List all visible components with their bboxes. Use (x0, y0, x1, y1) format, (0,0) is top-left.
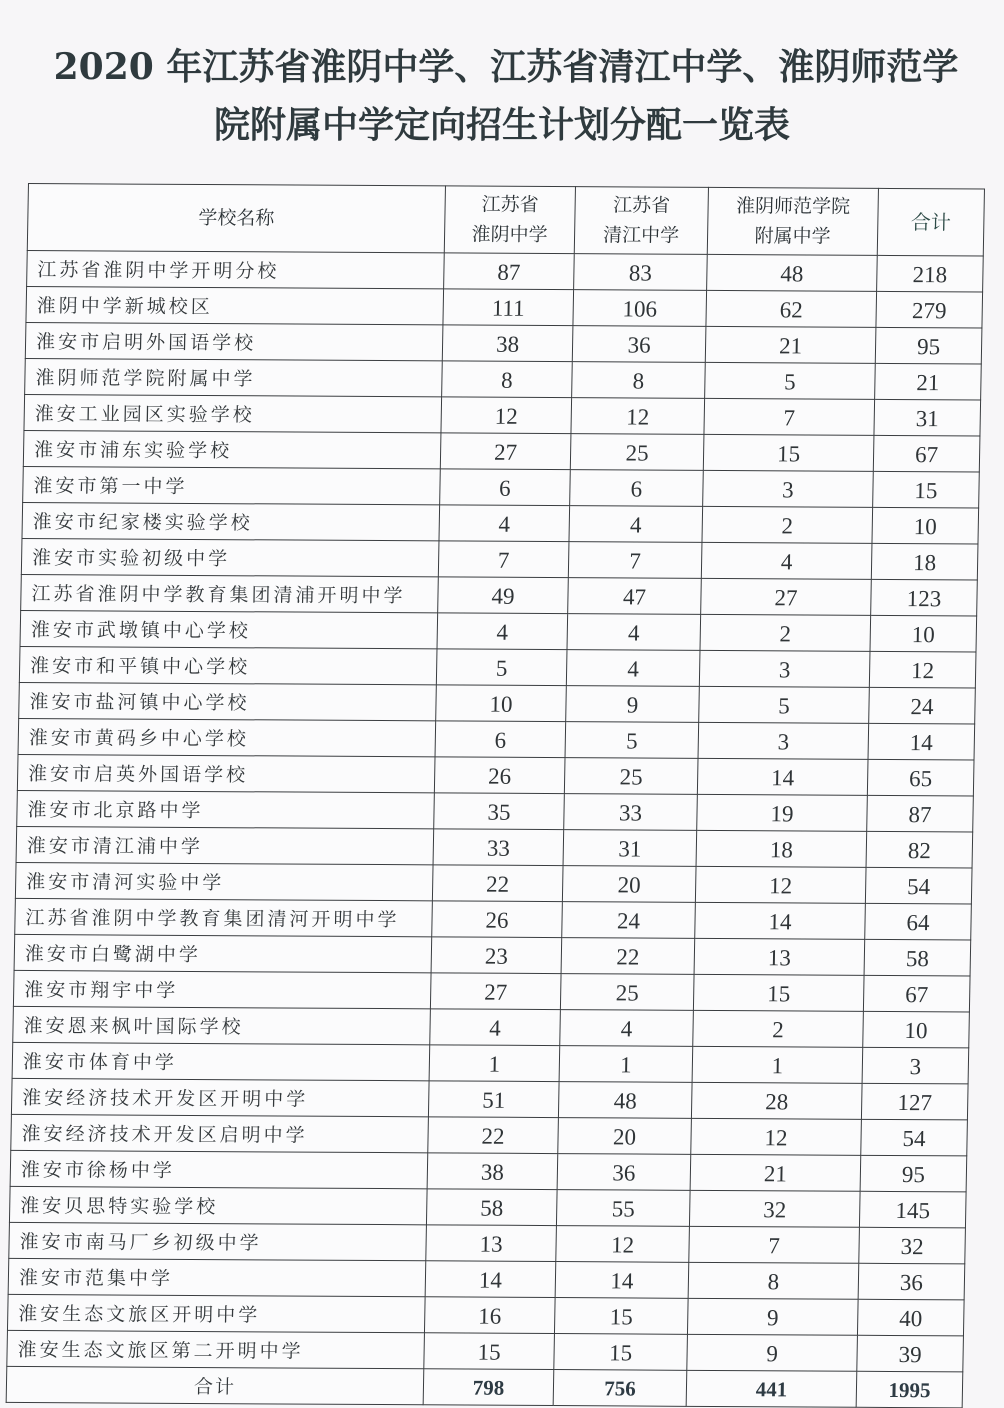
table-row (7, 1294, 964, 1336)
header-affiliated-line-1: 淮阴师范学院 (735, 195, 851, 218)
school-name-cell: 淮安市清江浦中学 (16, 826, 434, 864)
row-total-cell: 67 (873, 435, 980, 472)
row-total-cell: 123 (871, 579, 978, 616)
table-row (24, 394, 981, 436)
header-affiliated-line-2: 附属中学 (754, 225, 831, 248)
row-total-cell: 64 (865, 903, 972, 940)
huaiyin-quota-cell: 51 (428, 1081, 559, 1118)
page-title-line-2: 院附属中学定向招生计划分配一览表 (213, 104, 790, 147)
row-total-cell: 10 (872, 507, 979, 544)
qingjiang-quota-cell: 6 (570, 470, 704, 507)
header-qingjiang-line-2: 清江中学 (602, 224, 680, 247)
qingjiang-quota-cell: 14 (555, 1262, 689, 1299)
affiliated-quota-cell: 62 (706, 290, 877, 327)
school-name-cell: 淮安经济技术开发区开明中学 (11, 1078, 429, 1116)
row-total-cell: 10 (870, 615, 977, 652)
school-name-cell: 淮阴中学新城校区 (26, 286, 444, 324)
qingjiang-quota-cell: 5 (565, 722, 699, 759)
row-total-cell: 87 (867, 795, 974, 832)
grand-total-huaiyin-quota: 798 (423, 1369, 554, 1406)
qingjiang-quota-cell: 47 (568, 578, 702, 615)
table-row (22, 502, 979, 544)
qingjiang-quota-cell: 8 (572, 362, 706, 399)
huaiyin-quota-cell: 5 (436, 649, 567, 686)
affiliated-quota-cell: 32 (689, 1190, 860, 1227)
affiliated-quota-cell: 2 (702, 506, 873, 543)
affiliated-quota-cell: 7 (689, 1226, 860, 1263)
qingjiang-quota-cell: 4 (569, 506, 703, 543)
table-row (14, 934, 971, 976)
table-row (10, 1150, 967, 1192)
school-name-cell: 淮安市浦东实验学校 (23, 430, 441, 468)
row-total-cell: 21 (875, 363, 982, 400)
table-row (12, 1042, 969, 1084)
grand-total-row-total: 1995 (856, 1371, 963, 1408)
qingjiang-quota-cell: 36 (557, 1154, 691, 1191)
huaiyin-quota-cell: 58 (426, 1189, 557, 1226)
table-row (11, 1078, 968, 1120)
table-row (25, 358, 982, 400)
affiliated-quota-cell: 3 (699, 650, 870, 687)
huaiyin-quota-cell: 27 (430, 973, 561, 1010)
school-name-cell: 淮安市第一中学 (23, 466, 441, 504)
header-row (27, 184, 984, 257)
huaiyin-quota-cell: 26 (432, 901, 563, 938)
header-huaiyin-normal-affiliated (707, 187, 878, 255)
allocation-table-container (6, 183, 984, 1408)
qingjiang-quota-cell: 22 (561, 938, 695, 975)
page-title-line-1: 2020 年江苏省淮阴中学、江苏省清江中学、淮阴师范学 (53, 46, 959, 89)
row-total-cell: 67 (863, 975, 970, 1012)
qingjiang-quota-cell: 7 (568, 542, 702, 579)
school-name-cell: 淮安生态文旅区第二开明中学 (7, 1330, 425, 1368)
school-name-cell: 淮安市清河实验中学 (15, 862, 433, 900)
school-name-cell: 淮安市实验初级中学 (21, 538, 439, 576)
table-row (21, 538, 978, 580)
qingjiang-quota-cell: 31 (563, 830, 697, 867)
huaiyin-quota-cell: 4 (430, 1009, 561, 1046)
row-total-cell: 82 (866, 831, 973, 868)
huaiyin-quota-cell: 35 (434, 793, 565, 830)
affiliated-quota-cell: 15 (703, 434, 874, 471)
school-name-cell: 淮阴师范学院附属中学 (25, 358, 443, 396)
school-name-cell: 江苏省淮阴中学教育集团清浦开明中学 (21, 574, 439, 612)
huaiyin-quota-cell: 15 (424, 1333, 555, 1370)
affiliated-quota-cell: 3 (698, 722, 869, 759)
affiliated-quota-cell: 48 (707, 254, 878, 291)
row-total-cell: 58 (864, 939, 971, 976)
school-name-cell: 江苏省淮阴中学教育集团清河开明中学 (15, 898, 433, 936)
table-row (7, 1330, 964, 1372)
huaiyin-quota-cell: 87 (444, 253, 575, 290)
row-total-cell: 40 (857, 1299, 964, 1336)
huaiyin-quota-cell: 10 (436, 685, 567, 722)
affiliated-quota-cell: 19 (697, 794, 868, 831)
qingjiang-quota-cell: 15 (554, 1298, 688, 1335)
table-row (18, 718, 975, 760)
huaiyin-quota-cell: 14 (425, 1261, 556, 1298)
affiliated-quota-cell: 3 (703, 470, 874, 507)
table-row (13, 970, 970, 1012)
qingjiang-quota-cell: 83 (574, 254, 708, 291)
row-total-cell: 15 (873, 471, 980, 508)
school-name-cell: 淮安市南马厂乡初级中学 (9, 1222, 427, 1260)
affiliated-quota-cell: 9 (687, 1298, 858, 1335)
school-name-cell: 淮安恩来枫叶国际学校 (13, 1006, 431, 1044)
row-total-cell: 127 (861, 1083, 968, 1120)
header-total (877, 188, 984, 256)
page-title (0, 38, 1004, 154)
school-name-cell: 淮安市翔宇中学 (13, 970, 431, 1008)
qingjiang-quota-cell: 20 (558, 1118, 692, 1155)
row-total-cell: 54 (865, 867, 972, 904)
school-name-cell: 淮安市盐河镇中心学校 (19, 682, 437, 720)
table-row (9, 1186, 966, 1228)
huaiyin-quota-cell: 16 (424, 1297, 555, 1334)
table-row (26, 286, 983, 328)
qingjiang-quota-cell: 4 (566, 650, 700, 687)
school-name-cell: 淮安市范集中学 (8, 1258, 426, 1296)
affiliated-quota-cell: 21 (690, 1154, 861, 1191)
school-name-cell: 淮安经济技术开发区启明中学 (11, 1114, 429, 1152)
school-name-cell: 淮安市黄码乡中心学校 (18, 718, 436, 756)
affiliated-quota-cell: 14 (697, 758, 868, 795)
table-row (27, 250, 984, 292)
table-row (17, 754, 974, 796)
table-row (11, 1114, 968, 1156)
affiliated-quota-cell: 2 (693, 1010, 864, 1047)
row-total-cell: 218 (877, 255, 984, 292)
qingjiang-quota-cell: 48 (558, 1082, 692, 1119)
school-name-cell: 淮安市北京路中学 (17, 790, 435, 828)
school-name-cell: 淮安市启明外国语学校 (25, 322, 443, 360)
school-name-cell: 淮安市体育中学 (12, 1042, 430, 1080)
qingjiang-quota-cell: 9 (566, 686, 700, 723)
qingjiang-quota-cell: 33 (564, 794, 698, 831)
row-total-cell: 65 (867, 759, 974, 796)
huaiyin-quota-cell: 22 (432, 865, 563, 902)
table-row (25, 322, 982, 364)
affiliated-quota-cell: 28 (691, 1082, 862, 1119)
affiliated-quota-cell: 1 (692, 1046, 863, 1083)
huaiyin-quota-cell: 12 (441, 397, 572, 434)
affiliated-quota-cell: 15 (693, 974, 864, 1011)
row-total-cell: 279 (876, 291, 983, 328)
huaiyin-quota-cell: 27 (440, 433, 571, 470)
qingjiang-quota-cell: 12 (571, 398, 705, 435)
qingjiang-quota-cell: 25 (570, 434, 704, 471)
table-row (19, 682, 976, 724)
header-huaiyin-line-2: 淮阴中学 (471, 223, 548, 246)
huaiyin-quota-cell: 111 (443, 289, 574, 326)
school-name-cell: 淮安生态文旅区开明中学 (7, 1294, 425, 1332)
table-row (19, 646, 976, 688)
affiliated-quota-cell: 4 (701, 542, 872, 579)
grand-total-row (6, 1366, 963, 1408)
table-body (6, 250, 983, 1407)
row-total-cell: 39 (857, 1335, 964, 1372)
row-total-cell: 32 (859, 1227, 966, 1264)
huaiyin-quota-cell: 38 (427, 1153, 558, 1190)
affiliated-quota-cell: 7 (704, 398, 875, 435)
school-name-cell: 淮安工业园区实验学校 (24, 394, 442, 432)
qingjiang-quota-cell: 4 (560, 1010, 694, 1047)
header-huaiyin-line-1: 江苏省 (481, 193, 539, 216)
huaiyin-quota-cell: 38 (442, 325, 573, 362)
school-name-cell: 江苏省淮阴中学开明分校 (27, 250, 445, 288)
row-total-cell: 54 (861, 1119, 968, 1156)
qingjiang-quota-cell: 15 (554, 1334, 688, 1371)
allocation-table (6, 183, 985, 1408)
header-total-label: 合计 (910, 210, 952, 235)
affiliated-quota-cell: 21 (705, 326, 876, 363)
school-name-cell: 淮安市徐杨中学 (10, 1150, 428, 1188)
school-name-cell: 淮安市启英外国语学校 (17, 754, 435, 792)
table-row (9, 1222, 966, 1264)
qingjiang-quota-cell: 25 (560, 974, 694, 1011)
huaiyin-quota-cell: 6 (440, 469, 571, 506)
row-total-cell: 14 (868, 723, 975, 760)
huaiyin-quota-cell: 26 (434, 757, 565, 794)
table-row (21, 574, 978, 616)
affiliated-quota-cell: 12 (695, 866, 866, 903)
row-total-cell: 95 (860, 1155, 967, 1192)
qingjiang-quota-cell: 12 (556, 1226, 690, 1263)
affiliated-quota-cell: 18 (696, 830, 867, 867)
table-header (27, 184, 984, 257)
school-name-cell: 淮安市白鹭湖中学 (14, 934, 432, 972)
qingjiang-quota-cell: 25 (564, 758, 698, 795)
qingjiang-quota-cell: 1 (559, 1046, 693, 1083)
school-name-cell: 淮安市纪家楼实验学校 (22, 502, 440, 540)
qingjiang-quota-cell: 55 (556, 1190, 690, 1227)
huaiyin-quota-cell: 33 (433, 829, 564, 866)
affiliated-quota-cell: 5 (699, 686, 870, 723)
grand-total-label: 合计 (6, 1366, 424, 1404)
table-row (20, 610, 977, 652)
table-row (15, 862, 972, 904)
table-row (23, 430, 980, 472)
affiliated-quota-cell: 27 (701, 578, 872, 615)
row-total-cell: 10 (863, 1011, 970, 1048)
table-row (23, 466, 980, 508)
huaiyin-quota-cell: 4 (437, 613, 568, 650)
affiliated-quota-cell: 8 (688, 1262, 859, 1299)
affiliated-quota-cell: 14 (695, 902, 866, 939)
grand-total-qingjiang-quota: 756 (553, 1370, 687, 1407)
header-qingjiang-middle-school (574, 187, 708, 255)
qingjiang-quota-cell: 20 (562, 866, 696, 903)
header-school-name (27, 184, 445, 253)
table-row (16, 826, 973, 868)
huaiyin-quota-cell: 49 (438, 577, 569, 614)
qingjiang-quota-cell: 4 (567, 614, 701, 651)
school-name-cell: 淮安市和平镇中心学校 (19, 646, 437, 684)
row-total-cell: 12 (869, 651, 976, 688)
huaiyin-quota-cell: 4 (439, 505, 570, 542)
affiliated-quota-cell: 2 (700, 614, 871, 651)
row-total-cell: 95 (875, 327, 982, 364)
qingjiang-quota-cell: 36 (572, 326, 706, 363)
huaiyin-quota-cell: 13 (426, 1225, 557, 1262)
row-total-cell: 24 (869, 687, 976, 724)
row-total-cell: 3 (862, 1047, 969, 1084)
grand-total-affiliated-quota: 441 (686, 1370, 857, 1407)
school-name-cell: 淮安市武墩镇中心学校 (20, 610, 438, 648)
qingjiang-quota-cell: 24 (562, 902, 696, 939)
huaiyin-quota-cell: 6 (435, 721, 566, 758)
huaiyin-quota-cell: 23 (431, 937, 562, 974)
affiliated-quota-cell: 13 (694, 938, 865, 975)
header-huaiyin-middle-school (444, 186, 575, 254)
header-qingjiang-line-1: 江苏省 (612, 194, 671, 217)
table-row (17, 790, 974, 832)
school-name-cell: 淮安贝思特实验学校 (9, 1186, 427, 1224)
table-row (13, 1006, 970, 1048)
huaiyin-quota-cell: 7 (438, 541, 569, 578)
row-total-cell: 145 (859, 1191, 966, 1228)
qingjiang-quota-cell: 106 (573, 290, 707, 327)
huaiyin-quota-cell: 1 (429, 1045, 560, 1082)
table-row (15, 898, 972, 940)
huaiyin-quota-cell: 22 (428, 1117, 559, 1154)
table-row (8, 1258, 965, 1300)
affiliated-quota-cell: 5 (705, 362, 876, 399)
affiliated-quota-cell: 12 (691, 1118, 862, 1155)
huaiyin-quota-cell: 8 (442, 361, 573, 398)
affiliated-quota-cell: 9 (687, 1334, 858, 1371)
row-total-cell: 36 (858, 1263, 965, 1300)
row-total-cell: 31 (874, 399, 981, 436)
header-school-name-label: 学校名称 (198, 206, 275, 230)
row-total-cell: 18 (871, 543, 978, 580)
